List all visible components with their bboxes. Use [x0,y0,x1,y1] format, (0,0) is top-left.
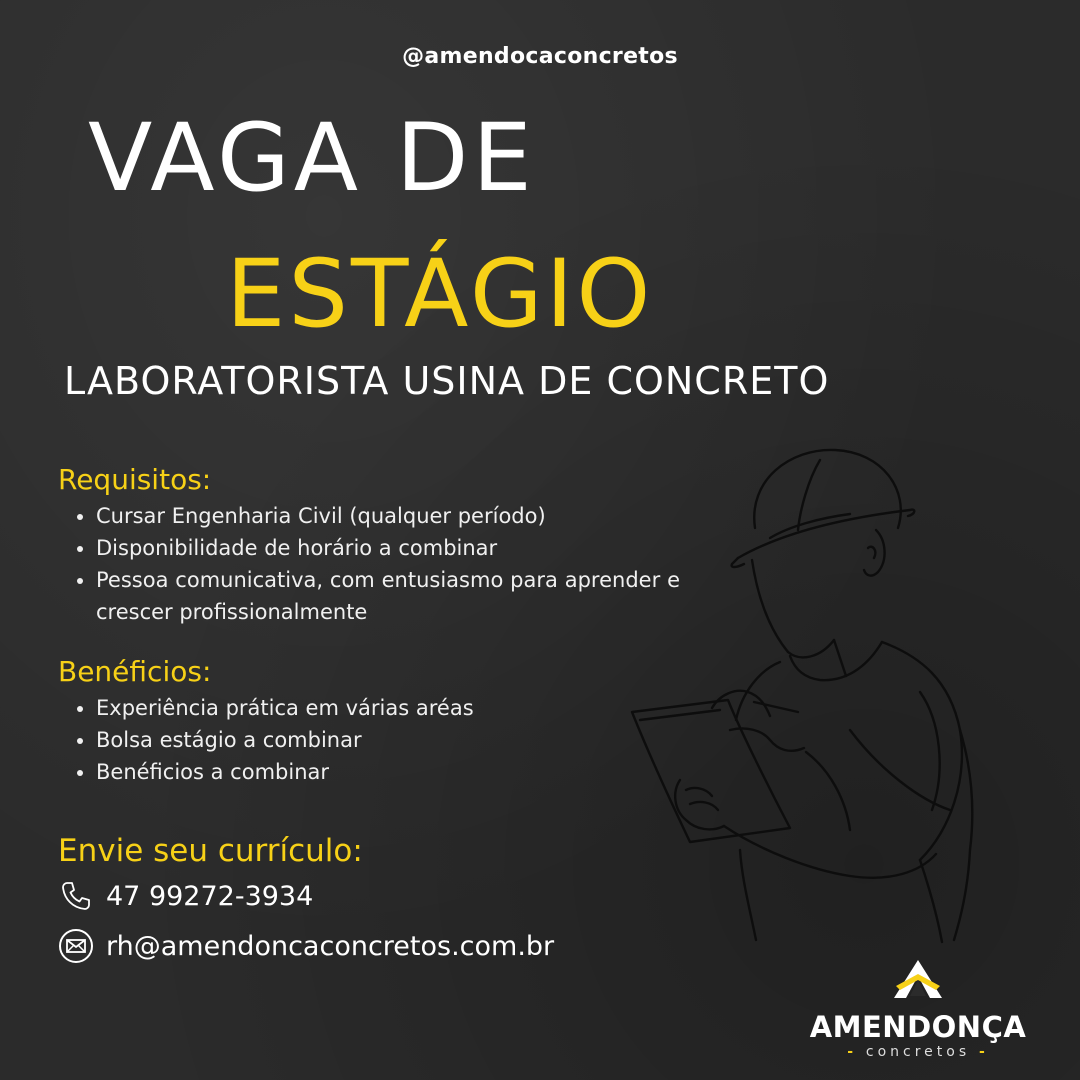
email-address: rh@amendoncaconcretos.com.br [106,930,555,962]
requirements-list [76,500,680,628]
list-item: • Benéficios a combinar [96,756,680,788]
email-contact[interactable] [58,928,554,964]
instagram-handle: @amendocaconcretos [402,44,678,69]
list-item: • Cursar Engenharia Civil (qualquer período) [96,500,680,532]
logo-sub-text: concretos [865,1044,971,1060]
company-logo [808,958,1028,1060]
send-resume-heading: Envie seu currículo: [58,833,363,869]
benefits-list [76,692,680,788]
list-item: • Bolsa estágio a combinar [96,724,680,756]
list-item: • Experiência prática em várias aréas [96,692,680,724]
logo-subtitle: - concretos - [847,1044,989,1060]
list-item: • Pessoa comunicativa, com entusiasmo para aprender e crescer profissionalmente [96,564,680,628]
job-subtitle: LABORATORISTA USINA DE CONCRETO [64,359,830,403]
benefits-heading: Benéficios: [58,655,212,688]
phone-number: 47 99272-3934 [106,880,314,912]
logo-mark-icon [890,958,946,1002]
phone-icon [58,878,94,914]
title-line-1: VAGA DE [88,104,536,213]
list-item: • Disponibilidade de horário a combinar [96,532,680,564]
requirements-heading: Requisitos: [58,463,212,496]
title-line-2: ESTÁGIO [226,240,654,349]
logo-name: AMENDONÇA [809,1010,1027,1044]
phone-contact[interactable] [58,878,313,914]
worker-illustration [620,430,1080,950]
mail-icon [58,928,94,964]
